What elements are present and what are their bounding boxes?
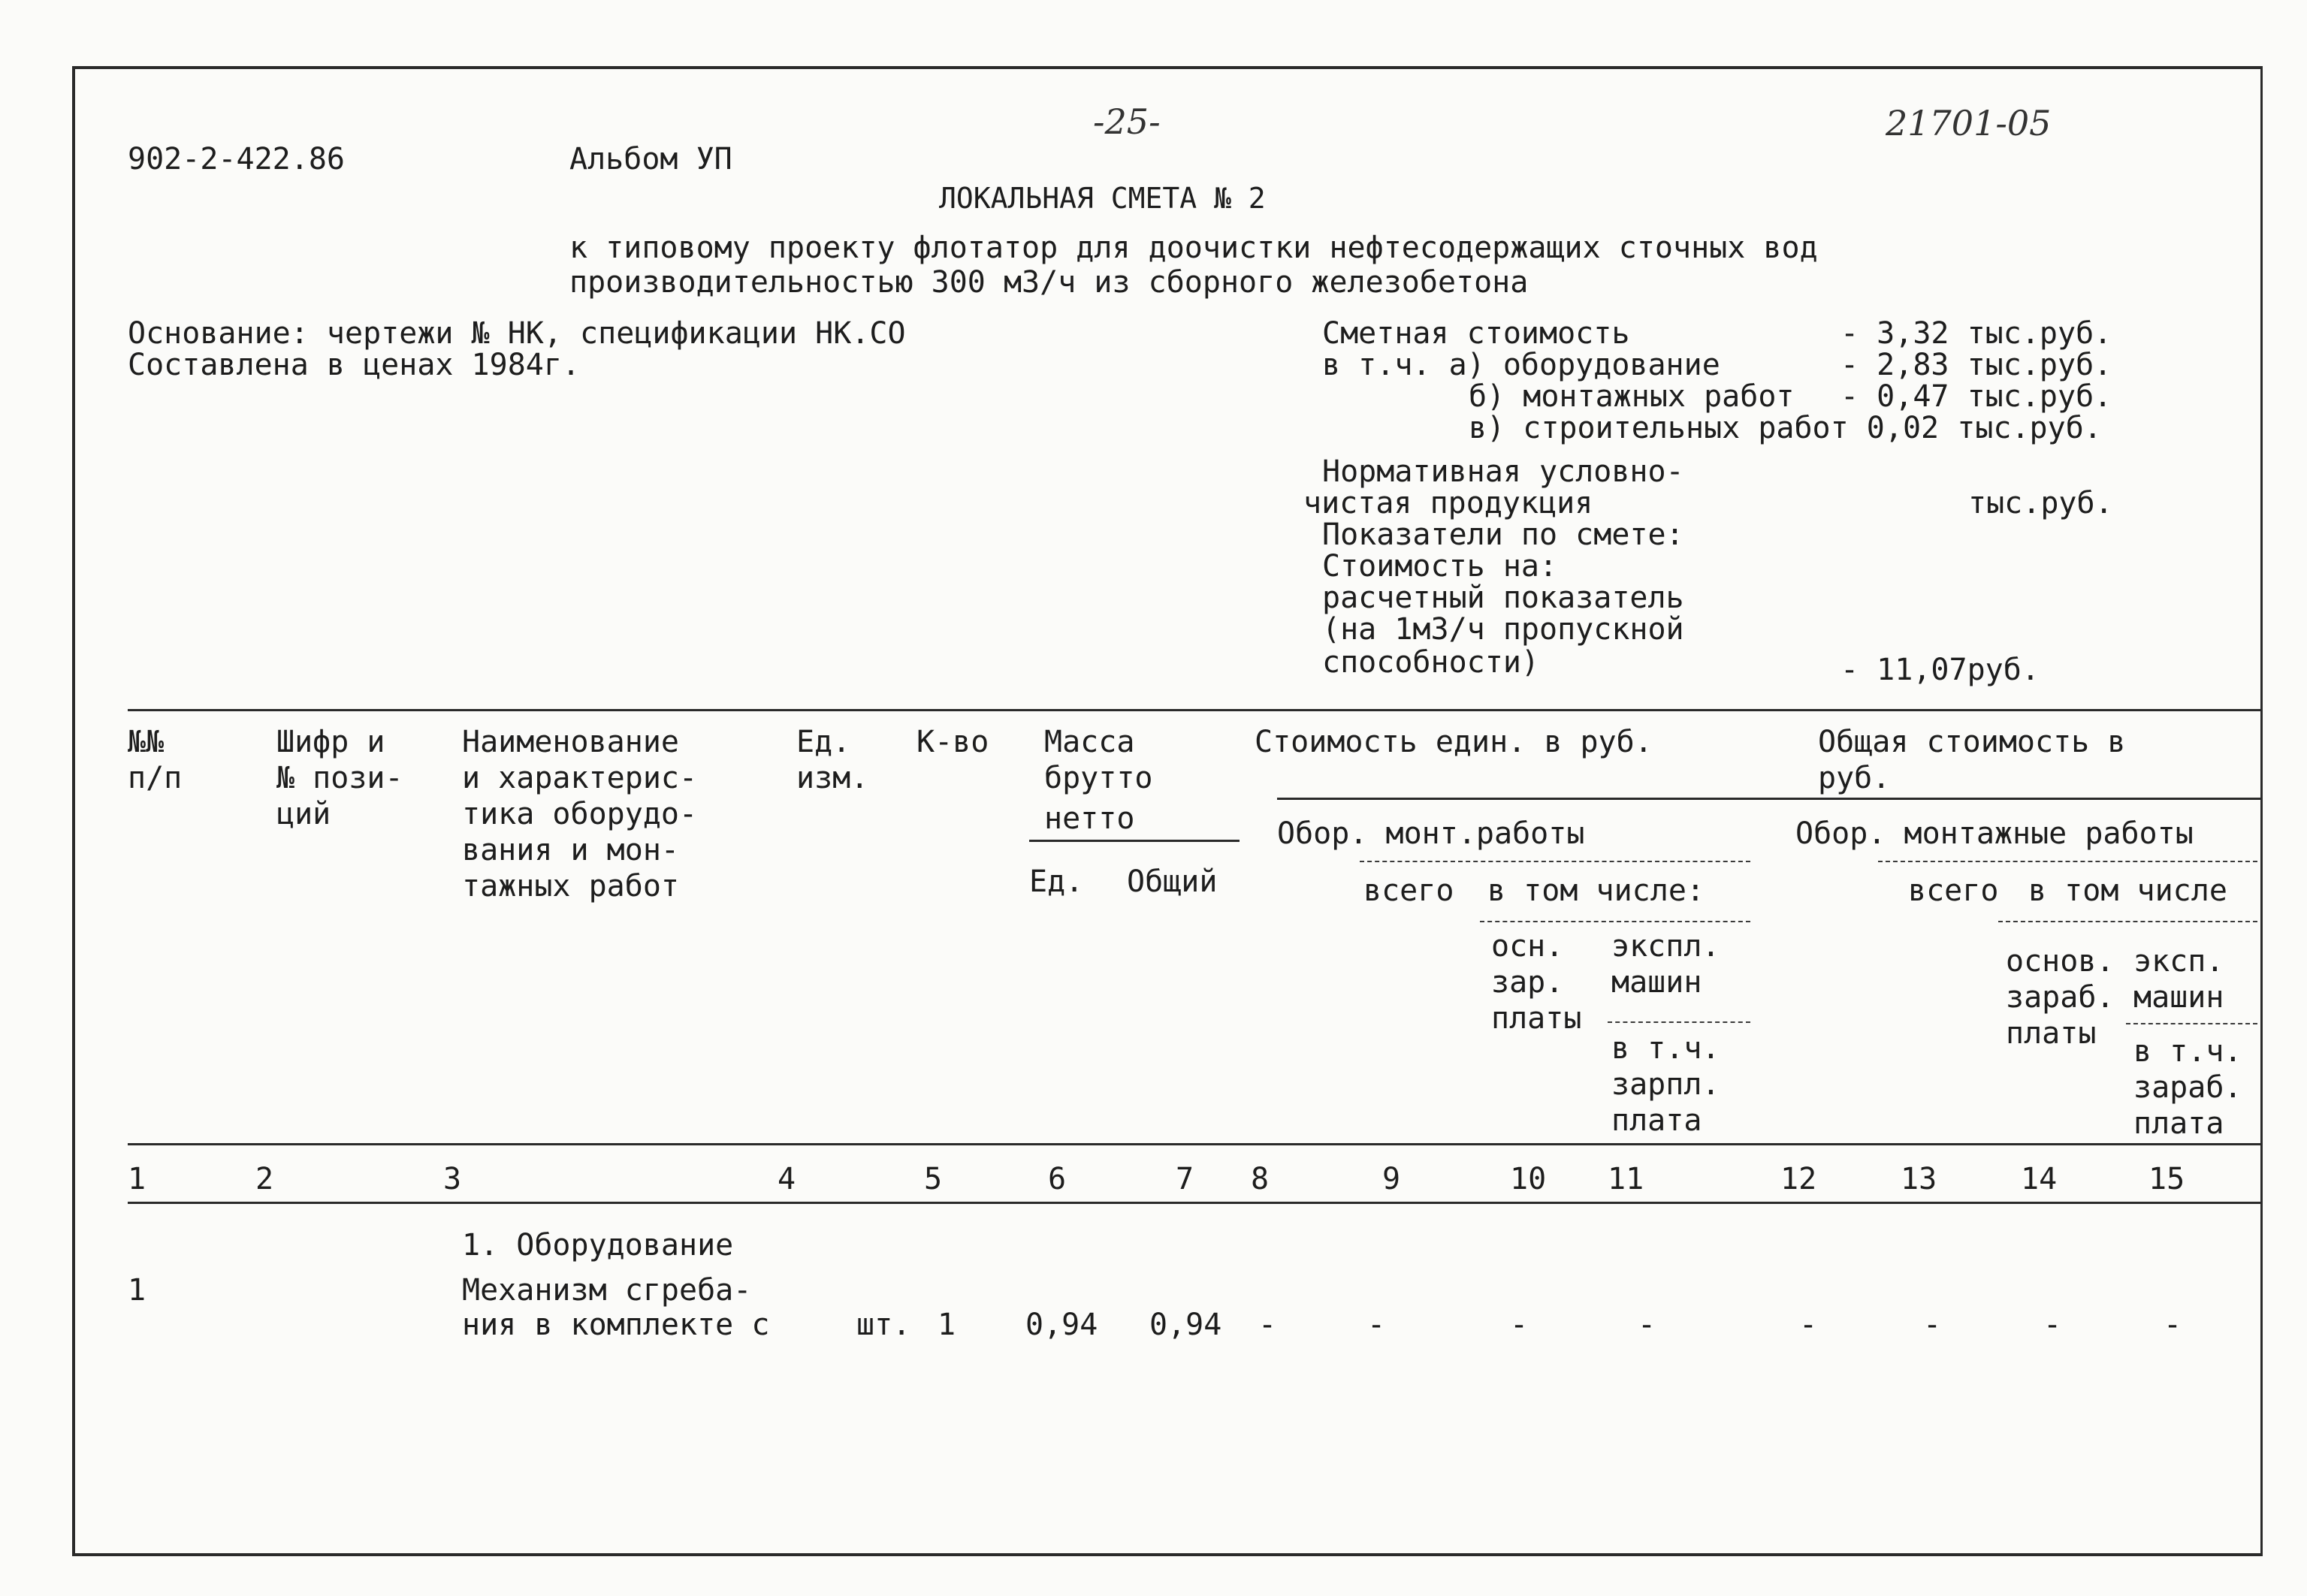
row-quantity: 1 bbox=[938, 1308, 956, 1342]
normative-unit: тыс.руб. bbox=[1968, 486, 2113, 520]
column-number: 7 bbox=[1176, 1162, 1194, 1196]
row-unit: шт. bbox=[856, 1308, 911, 1342]
estimated-cost-value: - 3,32 тыс.руб. bbox=[1840, 316, 2112, 351]
unit-incl-header: в том числе: bbox=[1487, 873, 1705, 908]
page-title: ЛОКАЛЬНАЯ СМЕТА № 2 bbox=[939, 182, 1266, 215]
total-mach-rule bbox=[2126, 1023, 2257, 1024]
row-name-line-1: Механизм сгреба- bbox=[462, 1273, 752, 1308]
album-label: Альбом УП bbox=[569, 142, 732, 176]
column-numbers-rule bbox=[128, 1202, 2261, 1204]
row-dash: - bbox=[1799, 1308, 1818, 1342]
unit-base-wage-header: осн. зар. платы bbox=[1491, 929, 1582, 1036]
equipment-cost-label: в т.ч. а) оборудование bbox=[1322, 348, 1720, 382]
col-number-header: №№ п/п bbox=[128, 725, 183, 795]
section-title: 1. Оборудование bbox=[462, 1228, 734, 1263]
column-number: 8 bbox=[1251, 1162, 1270, 1196]
column-number: 5 bbox=[924, 1162, 943, 1196]
calc-indicator-line-1: расчетный показатель bbox=[1322, 581, 1684, 615]
installation-cost-label: б) монтажных работ bbox=[1469, 379, 1795, 414]
cost-on-label: Стоимость на: bbox=[1322, 549, 1558, 584]
col-netto-header: нетто bbox=[1044, 801, 1135, 836]
calc-indicator-line-2: (на 1м3/ч пропускной bbox=[1322, 612, 1684, 647]
unit-total-header: всего bbox=[1363, 873, 1454, 908]
col-qty-header: К-во bbox=[916, 725, 989, 759]
normative-line-2: чистая продукция bbox=[1303, 486, 1593, 520]
doc-code: 902-2-422.86 bbox=[128, 142, 345, 176]
col-name-header: Наименование и характерис- тика оборудо- вания и мон- тажных работ bbox=[462, 725, 698, 904]
estimated-cost-label: Сметная стоимость bbox=[1322, 316, 1630, 351]
col-mass-header: Масса брутто bbox=[1044, 725, 1153, 795]
row-dash: - bbox=[2043, 1308, 2062, 1342]
total-wage-header: в т.ч. зараб. плата bbox=[2133, 1034, 2242, 1141]
column-number: 6 bbox=[1048, 1162, 1067, 1196]
normative-line-1: Нормативная условно- bbox=[1322, 454, 1684, 489]
col-code-header: Шифр и № пози- ций bbox=[276, 725, 403, 831]
subtitle-line-2: производительностью 300 м3/ч из сборного железобетона bbox=[569, 265, 1529, 300]
column-number: 9 bbox=[1382, 1162, 1401, 1196]
netto-rule bbox=[1029, 840, 1240, 842]
column-number: 15 bbox=[2148, 1162, 2185, 1196]
column-number: 11 bbox=[1608, 1162, 1644, 1196]
unit-cost-sub-header: Обор. монт.работы bbox=[1277, 816, 1585, 851]
col-mass-total-header: Общий bbox=[1127, 864, 1218, 899]
header-bottom-rule bbox=[128, 1143, 2261, 1145]
row-mass-total: 0,94 bbox=[1149, 1308, 1222, 1342]
column-number: 2 bbox=[255, 1162, 274, 1196]
column-number: 13 bbox=[1901, 1162, 1937, 1196]
total-incl-rule bbox=[1998, 921, 2257, 922]
column-number: 1 bbox=[128, 1162, 146, 1196]
unit-wage-header: в т.ч. зарпл. плата bbox=[1611, 1031, 1720, 1138]
calc-indicator-value: - 11,07руб. bbox=[1840, 653, 2040, 687]
column-number: 4 bbox=[778, 1162, 796, 1196]
unit-sub-rule bbox=[1360, 861, 1750, 862]
col-mass-unit-header: Ед. bbox=[1029, 864, 1084, 899]
row-dash: - bbox=[1638, 1308, 1656, 1342]
archive-number: 21701-05 bbox=[1886, 103, 2052, 143]
row-dash: - bbox=[1510, 1308, 1529, 1342]
column-number: 14 bbox=[2021, 1162, 2058, 1196]
unit-cost-rule bbox=[1277, 798, 2261, 800]
calc-indicator-line-3: способности) bbox=[1322, 645, 1539, 680]
column-number: 3 bbox=[443, 1162, 462, 1196]
subtitle-line-1: к типовому проекту флотатор для доочистки нефтесодержащих сточных вод bbox=[569, 231, 1818, 265]
row-number: 1 bbox=[128, 1273, 146, 1308]
col-unit-header: Ед. изм. bbox=[796, 725, 869, 795]
row-dash: - bbox=[1367, 1308, 1386, 1342]
row-name-line-2: ния в комплекте с bbox=[462, 1308, 770, 1342]
column-number: 12 bbox=[1780, 1162, 1817, 1196]
page-mark: -25- bbox=[1093, 101, 1161, 142]
total-cost-header: Общая стоимость в руб. bbox=[1818, 725, 2126, 795]
row-dash: - bbox=[2164, 1308, 2182, 1342]
unit-mach-rule bbox=[1608, 1021, 1750, 1023]
row-mass-unit: 0,94 bbox=[1025, 1308, 1098, 1342]
table-top-rule bbox=[128, 709, 2261, 711]
total-incl-header: в том числе bbox=[2028, 873, 2227, 908]
unit-machines-header: экспл. машин bbox=[1611, 929, 1720, 1000]
construction-cost-line: в) строительных работ 0,02 тыс.руб. bbox=[1469, 411, 2102, 445]
column-number: 10 bbox=[1510, 1162, 1547, 1196]
unit-incl-rule bbox=[1480, 921, 1750, 922]
equipment-cost-value: - 2,83 тыс.руб. bbox=[1840, 348, 2112, 382]
indicators-label: Показатели по смете: bbox=[1322, 517, 1684, 552]
total-machines-header: эксп. машин bbox=[2133, 944, 2224, 1015]
unit-cost-header: Стоимость един. в руб. bbox=[1255, 725, 1653, 759]
total-base-wage-header: основ. зараб. платы bbox=[2006, 944, 2115, 1051]
installation-cost-value: - 0,47 тыс.руб. bbox=[1840, 379, 2112, 414]
total-cost-sub-header: Обор. монтажные работы bbox=[1795, 816, 2194, 851]
basis-line-2: Составлена в ценах 1984г. bbox=[128, 348, 581, 382]
basis-line-1: Основание: чертежи № НК, спецификации НК.СО bbox=[128, 316, 906, 351]
row-dash: - bbox=[1258, 1308, 1277, 1342]
total-sub-rule bbox=[1878, 861, 2257, 862]
total-total-header: всего bbox=[1908, 873, 1999, 908]
row-dash: - bbox=[1923, 1308, 1942, 1342]
